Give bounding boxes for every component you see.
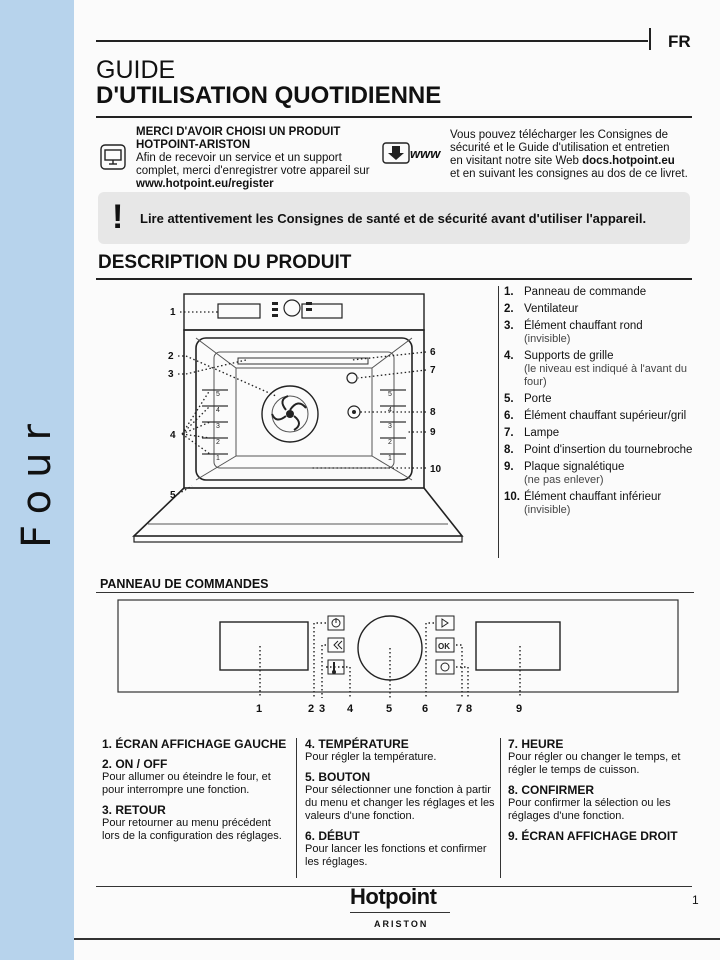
warning-text: Lire attentivement les Consignes de santé et de sécurité avant d'utiliser l'appareil.	[140, 211, 647, 226]
list-item: 8. Point d'insertion du tournebroche	[504, 444, 693, 456]
left-display	[220, 622, 308, 670]
panel-callout-number: 2	[308, 703, 315, 715]
thanks-heading-2: HOTPOINT-ARISTON	[136, 139, 251, 151]
callout-number: 3	[168, 369, 174, 380]
features-col-2	[305, 738, 497, 869]
features-col-1	[102, 738, 288, 843]
www-label: www	[410, 146, 441, 161]
feature-text: Pour lancer les fonctions et confirmer les réglages.	[305, 843, 487, 868]
top-rule	[96, 40, 648, 42]
column-divider	[498, 286, 499, 558]
callout-number: 5	[170, 490, 176, 501]
download-text-1: Vous pouvez télécharger les Consignes de	[450, 129, 669, 141]
diagram-cavity	[196, 338, 412, 480]
section-title-panel: PANNEAU DE COMMANDES	[100, 577, 269, 591]
top-rule-tick	[649, 28, 651, 50]
panel-callout-number: 5	[386, 703, 393, 715]
shelf-number: 5	[216, 391, 220, 398]
bottom-rule	[74, 938, 720, 940]
feature-divider	[500, 738, 501, 878]
register-info	[136, 126, 386, 191]
thanks-text-1: Afin de recevoir un service et un support	[136, 152, 342, 164]
brand-logo: Hotpoint	[350, 884, 437, 909]
control-panel-diagram	[116, 598, 682, 718]
feature-title: 7. HEURE	[508, 737, 564, 751]
download-text-2: sécurité et le Guide d'utilisation et entretien	[450, 142, 670, 154]
panel-rule	[96, 592, 694, 593]
list-item: 9. Plaque signalétique (ne pas enlever)	[504, 461, 625, 486]
section-title-description: DESCRIPTION DU PRODUIT	[98, 252, 352, 273]
callout-number: 2	[168, 351, 174, 362]
feature-title: 5. BOUTON	[305, 770, 371, 784]
list-item: 7. Lampe	[504, 427, 560, 439]
title-rule	[96, 116, 692, 118]
feature-divider	[296, 738, 297, 878]
shelf-number: 5	[388, 391, 392, 398]
diagram-control-panel	[184, 294, 424, 330]
download-text-4: et en suivant les consignes au dos de ce livret.	[450, 168, 688, 180]
docs-link[interactable]: docs.hotpoint.eu	[582, 155, 675, 167]
download-icon	[382, 142, 412, 166]
computer-icon	[100, 144, 126, 170]
shelf-number: 4	[216, 407, 220, 414]
diagram-door	[134, 488, 462, 536]
download-info	[450, 129, 696, 181]
list-item: 1. Panneau de commande	[504, 286, 647, 298]
feature-title: 4. TEMPÉRATURE	[305, 737, 409, 751]
feature-text: Pour régler la température.	[305, 751, 437, 763]
shelf-number: 2	[216, 439, 220, 446]
panel-callout-number: 9	[516, 703, 523, 715]
panel-callout-number: 7	[456, 703, 463, 715]
sidebar-tab	[0, 0, 74, 960]
panel-callout-number: 3	[319, 703, 326, 715]
thanks-text-2: complet, merci d'enregistrer votre appareil sur	[136, 165, 370, 177]
brand-sub: ARISTON	[374, 919, 429, 929]
page-title-line2: D'UTILISATION QUOTIDIENNE	[96, 82, 442, 109]
list-item: 5. Porte	[504, 393, 552, 405]
feature-title: 8. CONFIRMER	[508, 783, 595, 797]
parts-list	[504, 286, 694, 521]
shelf-number: 4	[388, 407, 392, 414]
sidebar-label: Four	[14, 412, 60, 548]
panel-callout-number: 8	[466, 703, 473, 715]
shelf-number: 3	[388, 423, 392, 430]
panel-callout-number: 6	[422, 703, 429, 715]
oven-diagram	[126, 286, 466, 550]
page-number: 1	[692, 893, 699, 907]
description-rule	[96, 278, 692, 280]
feature-text: Pour sélectionner une fonction à partir du menu et changer les réglages et les valeurs d'une fonction.	[305, 784, 495, 822]
list-item: 10. Élément chauffant inférieur (invisible)	[504, 491, 662, 516]
shelf-number: 1	[216, 455, 220, 462]
document-page	[74, 0, 720, 960]
list-item: 4. Supports de grille (le niveau est indiqué à l'avant du four)	[504, 350, 687, 388]
feature-title: 3. RETOUR	[102, 803, 166, 817]
feature-text: Pour retourner au menu précédent lors de la configuration des réglages.	[102, 817, 282, 842]
feature-title: 1. ÉCRAN AFFICHAGE GAUCHE	[102, 737, 287, 751]
callout-number: 9	[430, 427, 436, 438]
feature-text: Pour allumer ou éteindre le four, et pour interrompre une fonction.	[102, 771, 271, 796]
callout-number: 7	[430, 365, 436, 376]
brand-underline	[350, 912, 450, 913]
ok-label: OK	[438, 642, 450, 651]
callout-number: 1	[170, 307, 176, 318]
panel-callout-number: 1	[256, 703, 263, 715]
feature-title: 9. ÉCRAN AFFICHAGE DROIT	[508, 829, 678, 843]
shelf-number: 1	[388, 455, 392, 462]
shelf-number: 2	[388, 439, 392, 446]
shelf-number: 3	[216, 423, 220, 430]
callout-number: 10	[430, 464, 442, 475]
features-col-3	[508, 738, 698, 843]
feature-title: 6. DÉBUT	[305, 829, 360, 843]
callout-number: 6	[430, 347, 436, 358]
list-item: 6. Élément chauffant supérieur/gril	[504, 410, 687, 422]
feature-title: 2. ON / OFF	[102, 757, 168, 771]
thanks-heading-1: MERCI D'AVOIR CHOISI UN PRODUIT	[136, 126, 341, 138]
language-code: FR	[668, 32, 691, 51]
list-item: 2. Ventilateur	[504, 303, 579, 315]
panel-callout-number: 4	[347, 703, 354, 715]
register-link[interactable]: www.hotpoint.eu/register	[136, 178, 274, 190]
download-text-3-pre: en visitant notre site Web	[450, 155, 583, 167]
right-display	[476, 622, 560, 670]
feature-text: Pour confirmer la sélection ou les réglages d'une fonction.	[508, 797, 671, 822]
callout-number: 4	[170, 430, 176, 441]
feature-text: Pour régler ou changer le temps, et régler le temps de cuisson.	[508, 751, 681, 776]
download-text-3	[450, 155, 696, 168]
list-item: 3. Élément chauffant rond (invisible)	[504, 320, 643, 345]
warning-icon: !	[112, 198, 124, 236]
callout-number: 8	[430, 407, 436, 418]
page-title-line1: GUIDE	[96, 56, 176, 84]
